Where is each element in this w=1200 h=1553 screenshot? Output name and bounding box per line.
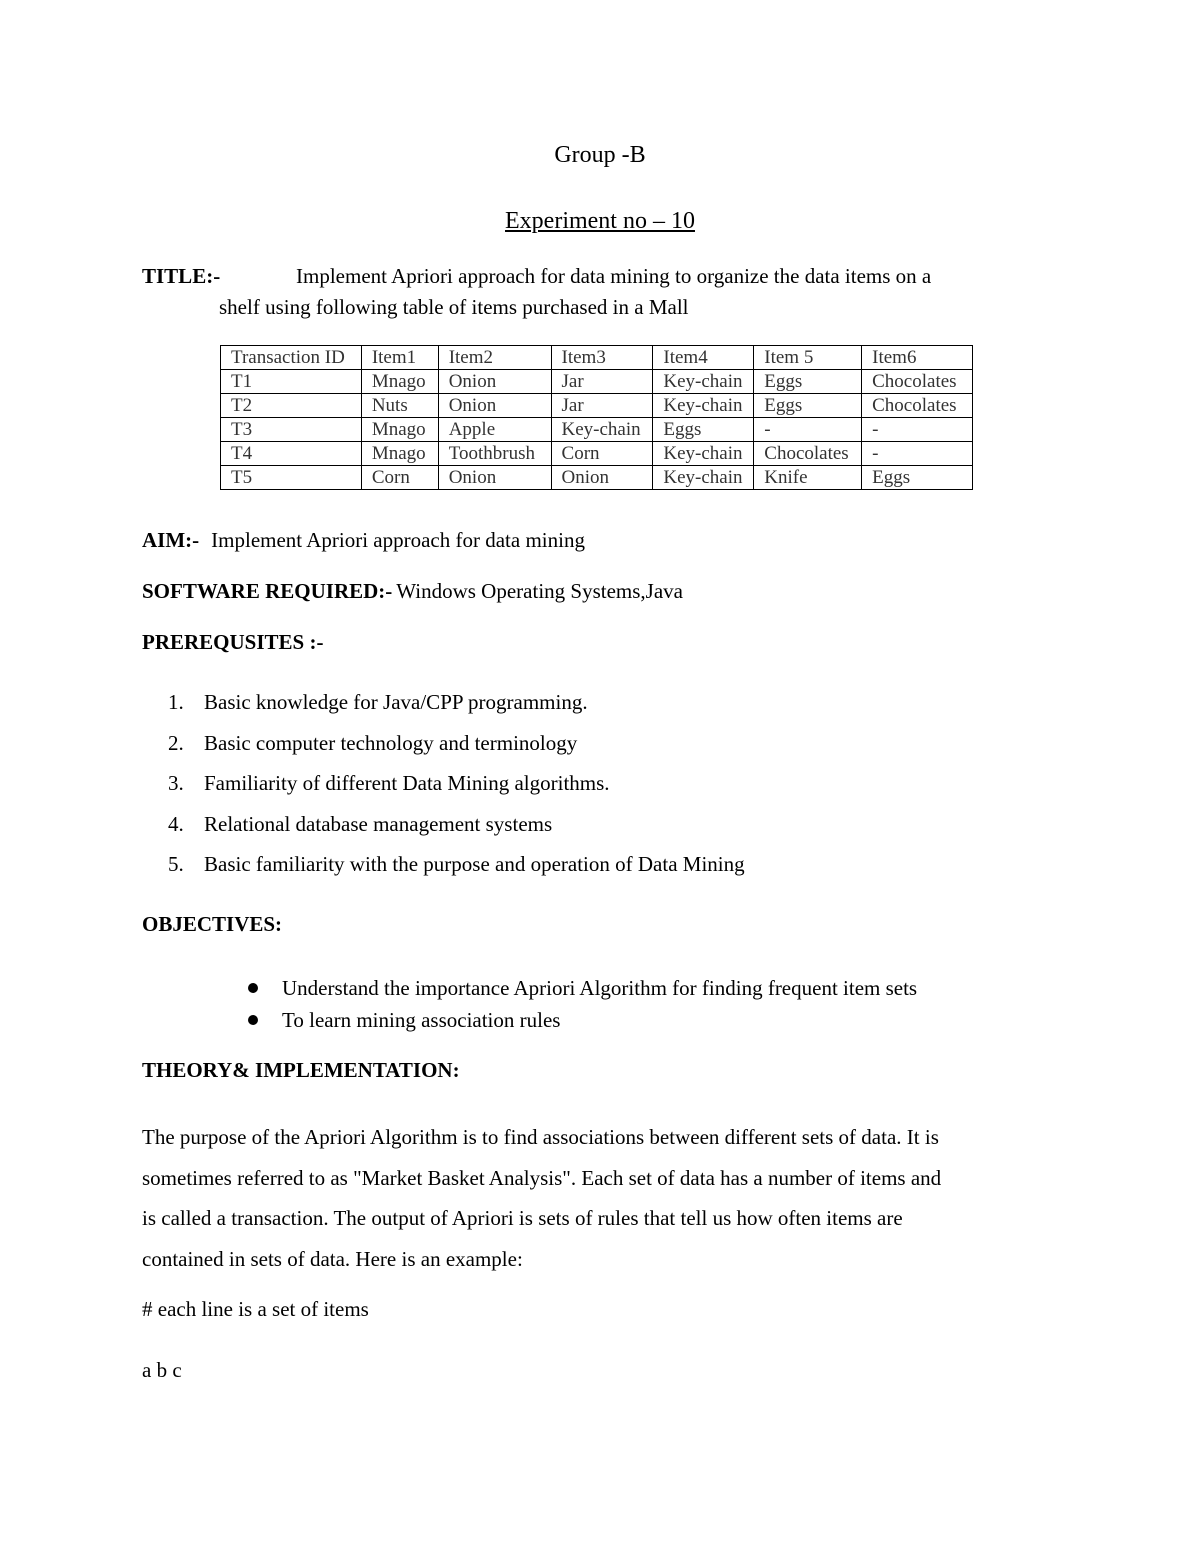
prerequisites-label: PREREQUSITES :- (142, 630, 324, 654)
paragraph-line: contained in sets of data. Here is an example: (142, 1246, 523, 1271)
column-header: Item1 (361, 346, 438, 370)
theory-label: THEORY& IMPLEMENTATION: (142, 1058, 460, 1082)
table-cell: Chocolates (862, 370, 973, 394)
list-item (168, 769, 745, 810)
table-cell: Knife (754, 466, 862, 490)
aim-text: Implement Apriori approach for data mining (211, 528, 585, 552)
table-cell: Chocolates (754, 442, 862, 466)
table-cell: Corn (551, 442, 653, 466)
table-cell: Key-chain (653, 370, 754, 394)
list-number: 3. (168, 771, 184, 795)
table-row (221, 418, 973, 442)
column-header: Transaction ID (221, 346, 362, 370)
software-text: Windows Operating Systems,Java (396, 579, 683, 603)
table-row (221, 466, 973, 490)
table-row (221, 442, 973, 466)
table-cell: Onion (438, 466, 551, 490)
table-body (221, 346, 973, 490)
list-number: 5. (168, 852, 184, 876)
list-text: To learn mining association rules (282, 1008, 561, 1032)
column-header: Item2 (438, 346, 551, 370)
software-section (142, 579, 683, 604)
table-cell: Jar (551, 370, 653, 394)
table-cell: T5 (221, 466, 362, 490)
table-cell: Onion (438, 394, 551, 418)
table-cell: Onion (438, 370, 551, 394)
table-cell: Key-chain (653, 466, 754, 490)
table-cell: Mnago (361, 418, 438, 442)
table-cell: T4 (221, 442, 362, 466)
table-cell: Eggs (754, 370, 862, 394)
table-cell: T2 (221, 394, 362, 418)
prerequisites-list (168, 688, 745, 891)
table-cell: - (862, 442, 973, 466)
table-cell: Apple (438, 418, 551, 442)
table-cell: Toothbrush (438, 442, 551, 466)
table-cell: Nuts (361, 394, 438, 418)
transactions-table (220, 345, 973, 490)
list-number: 1. (168, 690, 184, 714)
aim-label: AIM:- (142, 528, 200, 552)
bullet-icon (248, 1015, 258, 1025)
table-cell: Chocolates (862, 394, 973, 418)
table-cell: Key-chain (653, 394, 754, 418)
table-cell: Eggs (754, 394, 862, 418)
table-cell: T3 (221, 418, 362, 442)
list-number: 4. (168, 811, 184, 836)
table-cell: Jar (551, 394, 653, 418)
table-cell: Mnago (361, 442, 438, 466)
table-cell: Key-chain (551, 418, 653, 442)
list-number: 2. (168, 730, 184, 755)
list-text: Basic knowledge for Java/CPP programming. (204, 690, 588, 714)
list-item (168, 850, 745, 891)
bullet-icon (248, 983, 258, 993)
column-header: Item 5 (754, 346, 862, 370)
objectives-label: OBJECTIVES: (142, 912, 283, 936)
table-cell: - (754, 418, 862, 442)
table-cell: - (862, 418, 973, 442)
table-cell: T1 (221, 370, 362, 394)
paragraph-line: is called a transaction. The output of Apriori is sets of rules that tell us how often items are (142, 1206, 903, 1230)
column-header: Item3 (551, 346, 653, 370)
list-text: Understand the importance Apriori Algorithm for finding frequent item sets (282, 976, 918, 1000)
list-text: Basic computer technology and terminology (204, 730, 578, 755)
list-item (168, 729, 745, 770)
table-row (221, 394, 973, 418)
list-item (248, 974, 917, 1006)
title-text-line2: shelf using following table of items purchased in a Mall (219, 295, 689, 319)
paragraph-line: The purpose of the Apriori Algorithm is to find associations between different sets of data. It is (142, 1125, 939, 1149)
column-header: Item6 (862, 346, 973, 370)
title-label: TITLE:- (142, 264, 221, 288)
table-cell: Key-chain (653, 442, 754, 466)
list-text: Familiarity of different Data Mining algorithms. (204, 771, 610, 795)
list-text: Relational database management systems (204, 811, 553, 836)
paragraph-line: sometimes referred to as "Market Basket Analysis". Each set of data has a number of items and (142, 1165, 942, 1190)
column-header: Item4 (653, 346, 754, 370)
software-label: SOFTWARE REQUIRED:- (142, 579, 393, 603)
list-item (248, 1006, 917, 1038)
table-row (221, 370, 973, 394)
table-cell: Corn (361, 466, 438, 490)
table-cell: Eggs (653, 418, 754, 442)
aim-section (142, 528, 585, 553)
list-item (168, 810, 745, 851)
group-heading: Group -B (554, 142, 646, 168)
table-cell: Eggs (862, 466, 973, 490)
table-header-row (221, 346, 973, 370)
table-cell: Mnago (361, 370, 438, 394)
example-comment: # each line is a set of items (142, 1297, 369, 1321)
table-cell: Onion (551, 466, 653, 490)
objectives-list (248, 974, 917, 1038)
list-text: Basic familiarity with the purpose and operation of Data Mining (204, 852, 745, 876)
example-line: a b c (142, 1358, 182, 1382)
list-item (168, 688, 745, 729)
theory-paragraph (142, 1117, 1062, 1279)
experiment-heading: Experiment no – 10 (505, 208, 695, 234)
title-text-line1: Implement Apriori approach for data mining to organize the data items on a (296, 264, 932, 288)
